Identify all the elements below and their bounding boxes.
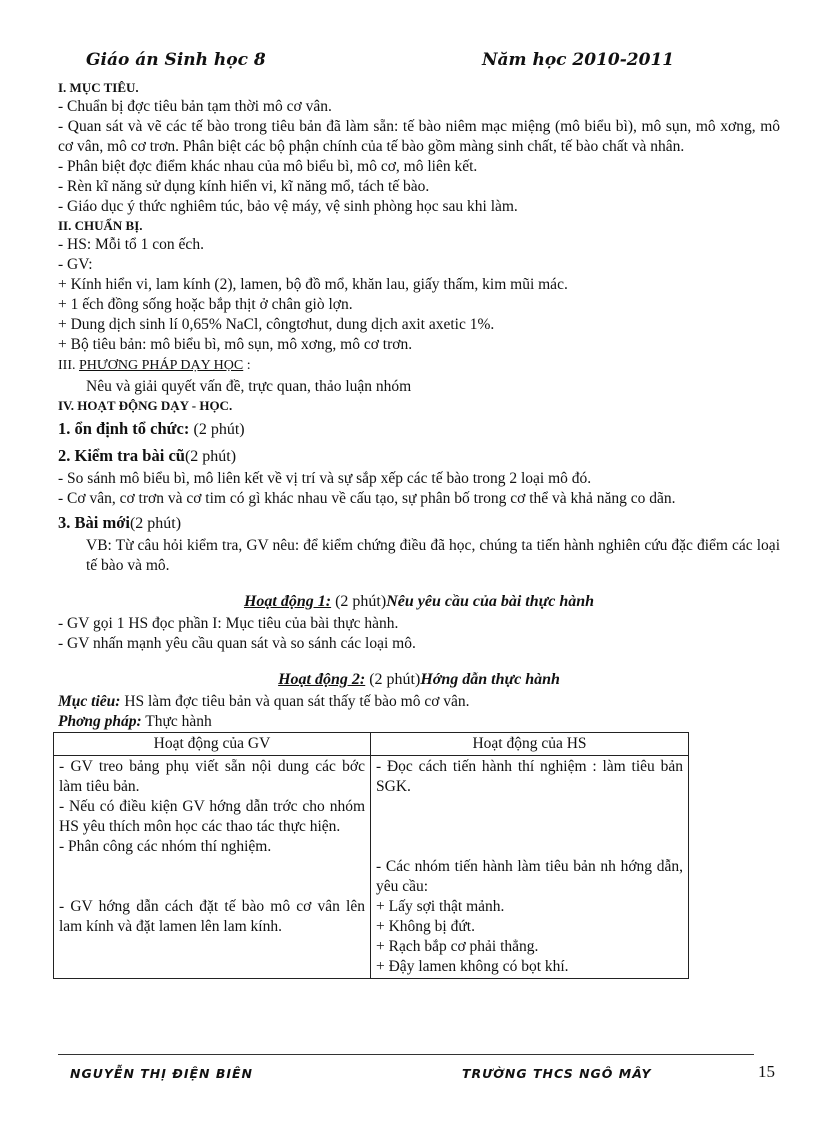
step-review-time: (2 phút) [184, 448, 237, 465]
hs-item: + Không bị đứt. [376, 918, 475, 935]
gv-item: - GV treo bảng phụ viết sẵn nội dung các bớc làm tiêu bản. [59, 758, 365, 795]
preparation-item: + 1 ếch đồng sống hoặc bắp thịt ở chân giò lợn. [58, 296, 353, 313]
preparation-item: - HS: Mỗi tổ 1 con ếch. [58, 236, 204, 253]
objective-item: - Rèn kĩ năng sử dụng kính hiển vi, kĩ năng mổ, tách tế bào. [58, 178, 430, 195]
activity-2-title: Hớng dẫn thực hành [420, 671, 560, 688]
step-new-lesson-title: 3. Bài mới [58, 513, 130, 532]
step-review [58, 444, 780, 469]
hs-item: - Đọc cách tiến hành thí nghiệm : làm tiêu bản SGK. [376, 758, 683, 795]
step-organization [58, 417, 780, 442]
objective-item: - Chuẩn bị đợc tiêu bản tạm thời mô cơ vân. [58, 98, 332, 115]
hs-item: + Rạch bắp cơ phải thẳng. [376, 938, 539, 955]
gv-item: - GV hớng dẫn cách đặt tế bào mô cơ vân lên lam kính và đặt lamen lên lam kính. [59, 898, 365, 935]
preparation-item: + Bộ tiêu bản: mô biểu bì, mô sụn, mô xơng, mô cơ trơn. [58, 336, 413, 353]
footer-school: TRƯỜNG THCS NGÔ MÂY [462, 1066, 652, 1081]
hs-item: + Đậy lamen không có bọt khí. [376, 958, 569, 975]
table-header-hs: Hoạt động của HS [371, 733, 689, 756]
activity-1-item: - GV gọi 1 HS đọc phần I: Mục tiêu của bài thực hành. [58, 615, 399, 632]
activity-2-label: Hoạt động 2: [278, 671, 366, 688]
preparation-item: - GV: [58, 256, 93, 273]
table-cell-hs [371, 756, 689, 979]
activity-1-label: Hoạt động 1: [243, 593, 332, 610]
page-number: 15 [758, 1062, 775, 1081]
objective-label: Mục tiêu: [58, 693, 121, 710]
activity-table [53, 732, 689, 979]
method-text: Thực hành [145, 713, 212, 730]
hs-item: + Lấy sợi thật mảnh. [376, 898, 505, 915]
review-question: - Cơ vân, cơ trơn và cơ tim có gì khác nhau về cấu tạo, sự phân bố trong cơ thể và khả năng co dãn. [58, 490, 676, 507]
activity-1-heading [58, 590, 780, 614]
section-methods-colon: : [246, 358, 251, 373]
activity-2-method [58, 712, 780, 732]
step-review-title: 2. Kiểm tra bài cũ [58, 446, 185, 465]
methods-text: Nêu và giải quyết vấn đề, trực quan, thảo luận nhóm [86, 378, 412, 395]
section-objectives-title: I. MỤC TIÊU. [58, 80, 139, 95]
activity-1-item: - GV nhấn mạnh yêu cầu quan sát và so sánh các loại mô. [58, 635, 416, 652]
document-body [58, 79, 780, 979]
section-methods-title [58, 355, 780, 377]
section-activities-title: IV. HOẠT ĐỘNG DẠY - HỌC. [58, 398, 233, 413]
preparation-item: + Dung dịch sinh lí 0,65% NaCl, côngtơhut, dung dịch axit axetic 1%. [58, 316, 495, 333]
hs-item: - Các nhóm tiến hành làm tiêu bản nh hớng dẫn, yêu cầu: [376, 858, 683, 895]
activity-2-objective [58, 692, 780, 712]
objective-text: HS làm đợc tiêu bản và quan sát thấy tế bào mô cơ vân. [124, 693, 470, 710]
preparation-item: + Kính hiển vi, lam kính (2), lamen, bộ đồ mổ, khăn lau, giấy thấm, kim mũi mác. [58, 276, 568, 293]
activity-2-heading [58, 668, 780, 692]
page-header [86, 50, 686, 74]
objective-item: - Quan sát và vẽ các tế bào trong tiêu bản đã làm sẵn: tế bào niêm mạc miệng (mô biểu bì), mô sụn, mô xơng, mô cơ vân, mô cơ trơn. Phân biệt các bộ phận chính của tế bào gồm màng sinh chất, tế bào chất và nhân. [58, 118, 780, 155]
footer-author: NGUYỄN THỊ ĐIỆN BIÊN [70, 1066, 254, 1081]
gv-item: - Nếu có điều kiện GV hớng dẫn trớc cho nhóm HS yêu thích môn học các thao tác thực hiện. [59, 798, 365, 835]
step-new-lesson-time: (2 phút) [129, 515, 182, 532]
review-question: - So sánh mô biểu bì, mô liên kết về vị trí và sự sắp xếp các tế bào trong 2 loại mô đó. [58, 470, 592, 487]
header-subject: Giáo án Sinh học 8 [86, 50, 266, 70]
table-cell-gv [54, 756, 371, 979]
table-row [54, 756, 689, 979]
section-preparation-title: II. CHUẨN BỊ. [58, 218, 143, 233]
section-methods-number: III. [58, 358, 76, 373]
section-methods-label: PHƯƠNG PHÁP DẠY HỌC [79, 358, 244, 373]
step-organization-time: (2 phút) [193, 421, 245, 438]
gv-item: - Phân công các nhóm thí nghiệm. [59, 838, 272, 855]
header-school-year: Năm học 2010-2011 [482, 50, 675, 70]
table-header-gv: Hoạt động của GV [54, 733, 371, 756]
activity-2-time: (2 phút) [369, 671, 421, 688]
activity-1-title: Nêu yêu cầu của bài thực hành [386, 593, 595, 610]
footer-divider [58, 1054, 754, 1055]
activity-1-time: (2 phút) [335, 593, 387, 610]
objective-item: - Phân biệt đợc điểm khác nhau của mô biểu bì, mô cơ, mô liên kết. [58, 158, 478, 175]
objective-item: - Giáo dục ý thức nghiêm túc, bảo vệ máy, vệ sinh phòng học sau khi làm. [58, 198, 518, 215]
page-footer [70, 1062, 780, 1084]
step-organization-title: 1. ổn định tổ chức: [58, 419, 190, 438]
table-header-row [54, 733, 689, 756]
method-label: Phơng pháp: [58, 713, 142, 730]
new-lesson-intro: VB: Từ câu hỏi kiểm tra, GV nêu: để kiểm chứng điều đã học, chúng ta tiến hành nghiên cứu đặc điểm các loại tế bào và mô. [86, 537, 780, 574]
step-new-lesson [58, 511, 780, 536]
